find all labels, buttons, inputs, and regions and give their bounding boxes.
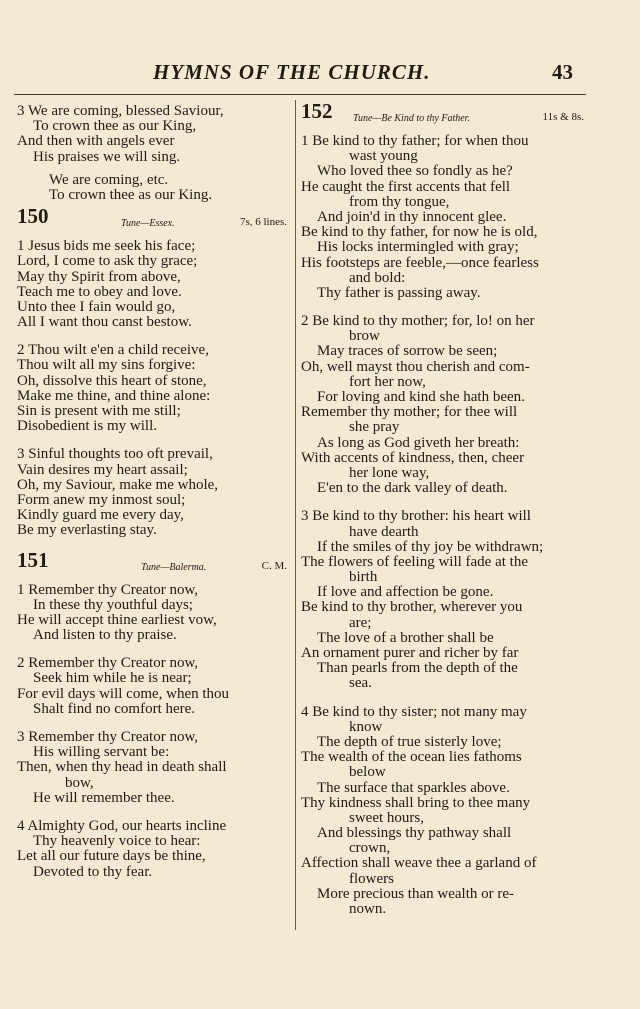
- hymn-number: 151: [17, 547, 49, 572]
- hymn-151-verse-4: [17, 819, 287, 880]
- verse-line: With accents of kindness, then, cheer: [301, 449, 525, 466]
- verse-line: An ornament purer and richer by far: [301, 645, 519, 661]
- hymn-151-verse-2: [17, 656, 287, 717]
- header-rule: [14, 94, 586, 95]
- verse-line: Disobedient is my will.: [17, 418, 157, 435]
- verse-line: Be kind to thy brother, wherever you: [301, 599, 523, 616]
- hymn-tune: Tune—Essex.: [121, 218, 175, 230]
- verse-line: The depth of true sisterly love;: [317, 733, 502, 750]
- verse-line: If love and affection be gone.: [317, 584, 494, 601]
- verse-line: her lone way,: [349, 464, 430, 481]
- verse-line: E'en to the dark valley of death.: [317, 480, 508, 497]
- verse-line: For evil days will come, when thou: [17, 685, 230, 702]
- verse-line: More precious than wealth or re-: [317, 885, 515, 902]
- hymn-150-verse-1: [17, 239, 287, 330]
- verse-line: He will remember thee.: [33, 789, 175, 806]
- verse-line: Than pearls from the depth of the: [317, 660, 518, 677]
- right-column: [301, 99, 584, 917]
- verse-line: Devoted to thy fear.: [33, 863, 153, 880]
- verse-line: she pray: [349, 419, 400, 436]
- hymn-151-verse-3: [17, 730, 287, 806]
- verse-line: 1 Remember thy Creator now,: [17, 581, 199, 598]
- verse-line: He caught the first accents that fell: [301, 178, 511, 195]
- hymn-151-heading: [17, 547, 287, 575]
- verse-line: Thy kindness shall bring to thee many: [301, 794, 531, 811]
- verse-line: As long as God giveth her breath:: [317, 434, 520, 451]
- hymn-152-verse-4: [301, 705, 584, 918]
- hymn-tune: Tune—Be Kind to thy Father.: [353, 113, 470, 124]
- verse-line: wast young: [349, 148, 418, 165]
- verse-line: For loving and kind she hath been.: [317, 389, 525, 405]
- verse-line: and bold:: [349, 269, 406, 286]
- hymn-meter: 11s & 8s.: [542, 111, 584, 123]
- verse-line: Unto thee I fain would go,: [17, 298, 176, 315]
- verse-line: His praises we will sing.: [33, 148, 181, 165]
- verse-line: To crown thee as our King,: [33, 118, 197, 135]
- verse-line: nown.: [349, 901, 387, 917]
- verse-line: 3 We are coming, blessed Saviour,: [17, 103, 224, 119]
- verse-line: Shalt find no comfort here.: [33, 700, 196, 717]
- verse-line: crown,: [349, 840, 391, 857]
- verse-line: The wealth of the ocean lies fathoms: [301, 749, 522, 766]
- verse-line: Affection shall weave thee a garland of: [301, 855, 537, 872]
- hymn-number: 150: [17, 204, 49, 229]
- verse-line: May thy Spirit from above,: [17, 268, 181, 285]
- verse-line: 2 Remember thy Creator now,: [17, 655, 199, 672]
- page-header: [0, 58, 640, 92]
- verse-line: And join'd in thy innocent glee.: [317, 208, 507, 225]
- refrain-line: We are coming, etc.: [49, 171, 169, 188]
- hymn-152-verse-3: [301, 509, 584, 691]
- hymn-150-verse-2: [17, 343, 287, 434]
- verse-line: Oh, dissolve this heart of stone,: [17, 372, 207, 389]
- verse-line: And listen to thy praise.: [33, 627, 177, 644]
- verse-line: His locks intermingled with gray;: [317, 239, 519, 256]
- verse-line: sea.: [349, 675, 372, 692]
- verse-line: Form anew my inmost soul;: [17, 491, 186, 508]
- verse-line: 3 Be kind to thy brother: his heart will: [301, 508, 531, 525]
- left-column: [17, 104, 287, 880]
- verse-line: The flowers of feeling will fade at the: [301, 553, 528, 570]
- verse-line: If the smiles of thy joy be withdrawn;: [317, 538, 544, 555]
- verse-line: are;: [349, 614, 372, 631]
- verse-line: And then with angels ever: [17, 133, 175, 150]
- verse-line: In these thy youthful days;: [33, 596, 193, 613]
- hymn-152-verse-2: [301, 314, 584, 496]
- verse-line: Let all our future days be thine,: [17, 848, 206, 865]
- verse-line: Seek him while he is near;: [33, 670, 192, 687]
- verse-line: 3 Sinful thoughts too oft prevail,: [17, 446, 213, 463]
- hymn-150-heading: [17, 204, 287, 231]
- verse-line: The love of a brother shall be: [317, 629, 494, 646]
- verse-line: 2 Thou wilt e'en a child receive,: [17, 342, 209, 359]
- verse-line: 3 Remember thy Creator now,: [17, 729, 199, 745]
- verse-line: sweet hours,: [349, 809, 424, 826]
- running-title: HYMNS OF THE CHURCH.: [153, 60, 431, 84]
- verse-line: birth: [349, 569, 378, 586]
- verse-line: 1 Jesus bids me seek his face;: [17, 238, 196, 255]
- page-number: 43: [552, 60, 573, 84]
- hymn-meter: 7s, 6 lines.: [239, 216, 287, 229]
- verse-line: have dearth: [349, 523, 419, 540]
- hymn-tune: Tune—Balerma.: [141, 561, 207, 573]
- verse-line: Be my everlasting stay.: [17, 522, 157, 539]
- verse-line: 4 Be kind to thy sister; not many may: [301, 703, 527, 720]
- verse-line: below: [349, 764, 386, 781]
- hymn-meter: C. M.: [261, 559, 287, 572]
- hymn-150-verse-3: [17, 447, 287, 538]
- verse-line: Thy father is passing away.: [317, 284, 481, 301]
- verse-line: fort her now,: [349, 373, 426, 390]
- verse-line: flowers: [349, 870, 394, 887]
- refrain-line: To crown thee as our King.: [49, 186, 213, 203]
- verse-line: Thy heavenly voice to hear:: [33, 833, 201, 850]
- hymn-151-verse-1: [17, 583, 287, 644]
- verse-line: Then, when thy head in death shall: [17, 759, 227, 776]
- hymn-152-verse-1: [301, 134, 584, 301]
- verse-line: Vain desires my heart assail;: [17, 461, 188, 478]
- verse-line: He will accept thine earliest vow,: [17, 611, 217, 628]
- verse-line: All I want thou canst bestow.: [17, 314, 192, 331]
- hymn-149-continuation: [17, 104, 287, 203]
- verse-line: Remember thy mother; for thee will: [301, 404, 518, 421]
- verse-line: Sin is present with me still;: [17, 403, 181, 419]
- verse-line: brow: [349, 328, 380, 345]
- verse-line: Oh, well mayst thou cherish and com-: [301, 358, 530, 375]
- verse-line: Be kind to thy father, for now he is old,: [301, 224, 538, 241]
- verse-line: And blessings thy pathway shall: [317, 825, 512, 842]
- verse-line: bow,: [65, 774, 94, 791]
- verse-line: The surface that sparkles above.: [317, 779, 510, 796]
- verse-line: May traces of sorrow be seen;: [317, 343, 498, 360]
- verse-line: Make me thine, and thine alone:: [17, 387, 211, 404]
- verse-line: Who loved thee so fondly as he?: [317, 163, 513, 180]
- verse-line: 4 Almighty God, our hearts incline: [17, 817, 227, 834]
- verse-line: His footsteps are feeble,—once fearless: [301, 254, 539, 271]
- verse-line: Lord, I come to ask thy grace;: [17, 253, 198, 270]
- hymn-152-heading: [301, 99, 584, 126]
- verse-line: 1 Be kind to thy father; for when thou: [301, 133, 529, 149]
- hymn-number: 152: [301, 99, 333, 123]
- verse-line: His willing servant be:: [33, 744, 170, 761]
- column-divider: [295, 100, 296, 930]
- verse-line: Kindly guard me every day,: [17, 507, 184, 524]
- verse-line: from thy tongue,: [349, 193, 450, 210]
- verse-line: Thou wilt all my sins forgive:: [17, 357, 196, 374]
- verse-line: 2 Be kind to thy mother; for, lo! on her: [301, 313, 535, 330]
- verse-line: Teach me to obey and love.: [17, 283, 182, 300]
- verse-line: know: [349, 718, 383, 735]
- verse-line: Oh, my Saviour, make me whole,: [17, 476, 219, 493]
